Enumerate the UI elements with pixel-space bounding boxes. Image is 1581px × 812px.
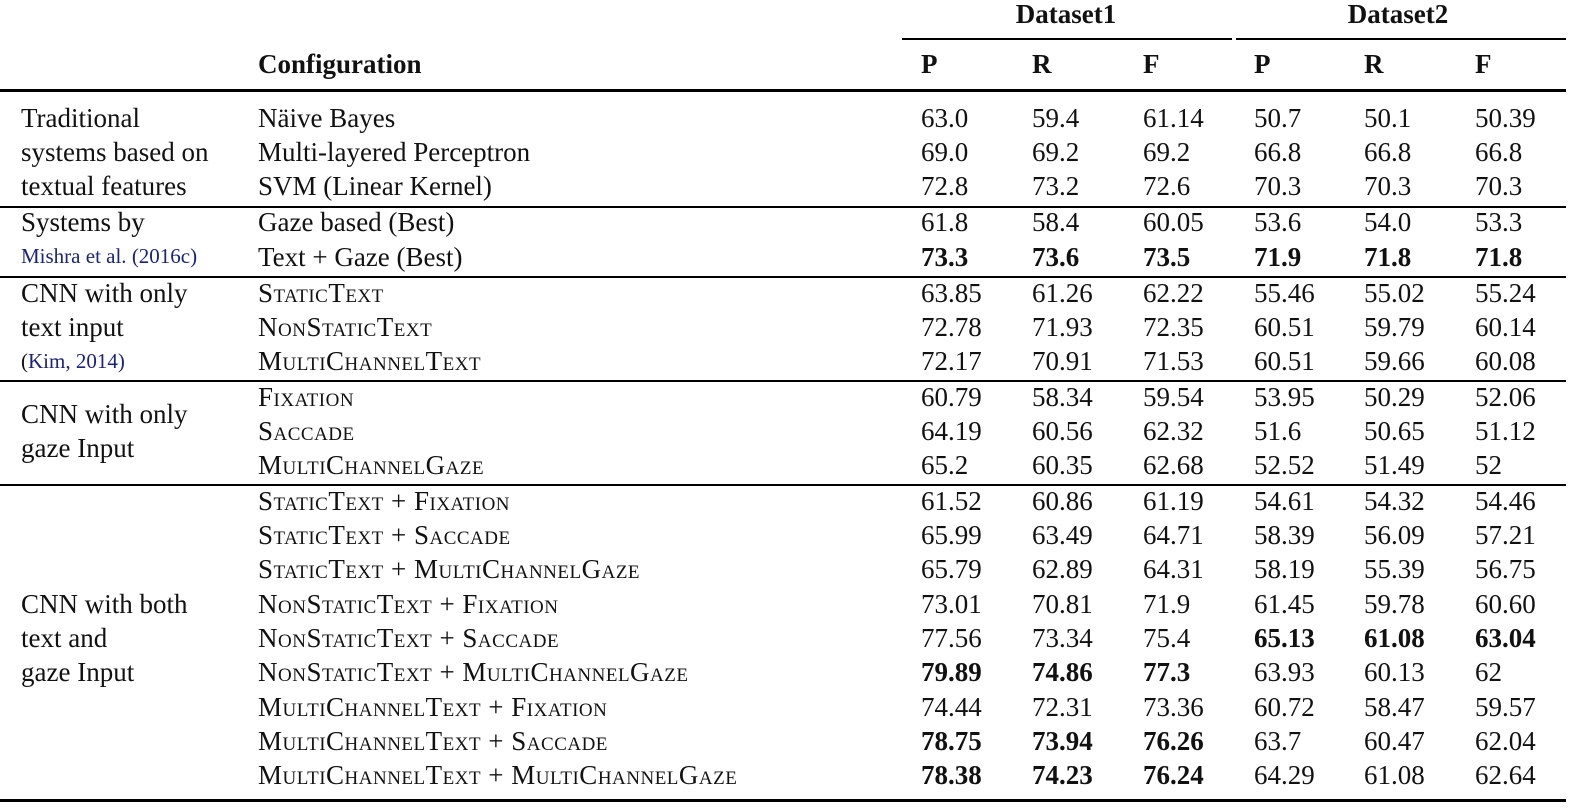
value-cell: 72.17 <box>921 346 982 376</box>
configuration-cell: NonStaticText + MultiChannelGaze <box>258 657 689 687</box>
metric-header: F <box>1143 49 1160 79</box>
value-cell: 71.8 <box>1364 242 1412 272</box>
value-cell: 50.29 <box>1364 382 1425 412</box>
value-cell: 60.05 <box>1143 207 1204 237</box>
value-cell: 64.19 <box>921 416 982 446</box>
group-label-line: Traditional <box>21 103 141 133</box>
value-cell: 69.0 <box>921 137 969 167</box>
value-cell: 72.78 <box>921 312 982 342</box>
value-cell: 60.14 <box>1475 312 1536 342</box>
value-cell: 66.8 <box>1364 137 1412 167</box>
dataset1-rule <box>902 38 1232 40</box>
value-cell: 58.4 <box>1032 207 1080 237</box>
value-cell: 62 <box>1475 657 1502 687</box>
value-cell: 63.7 <box>1254 726 1302 756</box>
table-row <box>0 655 1566 690</box>
group-label-line: CNN with only <box>21 399 188 429</box>
value-cell: 61.08 <box>1364 760 1425 790</box>
value-cell: 76.24 <box>1143 760 1204 790</box>
value-cell: 61.14 <box>1143 103 1204 133</box>
table-row <box>0 240 1566 275</box>
value-cell: 59.79 <box>1364 312 1425 342</box>
value-cell: 51.49 <box>1364 450 1425 480</box>
value-cell: 71.9 <box>1143 589 1191 619</box>
table-row <box>0 552 1566 587</box>
group-label-line: text input <box>21 312 124 342</box>
value-cell: 60.13 <box>1364 657 1425 687</box>
dataset2-header: Dataset2 <box>1347 0 1449 29</box>
value-cell: 60.47 <box>1364 726 1425 756</box>
table-row <box>0 135 1566 170</box>
value-cell: 71.9 <box>1254 242 1302 272</box>
metric-header: R <box>1364 49 1384 79</box>
configuration-cell: Text + Gaze (Best) <box>258 242 463 272</box>
value-cell: 64.71 <box>1143 520 1204 550</box>
value-cell: 63.93 <box>1254 657 1315 687</box>
value-cell: 71.93 <box>1032 312 1093 342</box>
table-row <box>0 587 1566 622</box>
value-cell: 52 <box>1475 450 1502 480</box>
value-cell: 62.32 <box>1143 416 1204 446</box>
value-cell: 57.21 <box>1475 520 1536 550</box>
value-cell: 62.89 <box>1032 554 1093 584</box>
value-cell: 65.99 <box>921 520 982 550</box>
configuration-cell: Multi-layered Perceptron <box>258 137 531 167</box>
value-cell: 52.06 <box>1475 382 1536 412</box>
value-cell: 61.52 <box>921 486 982 516</box>
value-cell: 51.6 <box>1254 416 1302 446</box>
configuration-header: Configuration <box>258 49 422 79</box>
value-cell: 62.64 <box>1475 760 1536 790</box>
value-cell: 55.39 <box>1364 554 1425 584</box>
value-cell: 61.08 <box>1364 623 1425 653</box>
table-row <box>0 484 1566 519</box>
metric-header: P <box>1254 49 1271 79</box>
value-cell: 63.0 <box>921 103 969 133</box>
metric-header: R <box>1032 49 1052 79</box>
configuration-cell: MultiChannelText <box>258 346 482 376</box>
group-label-line: textual features <box>21 171 187 201</box>
value-cell: 60.56 <box>1032 416 1093 446</box>
configuration-cell: MultiChannelText + Saccade <box>258 726 608 756</box>
value-cell: 62.22 <box>1143 278 1204 308</box>
table-row <box>0 758 1566 793</box>
value-cell: 59.78 <box>1364 589 1425 619</box>
value-cell: 60.86 <box>1032 486 1093 516</box>
table-row <box>0 414 1566 449</box>
value-cell: 55.46 <box>1254 278 1315 308</box>
configuration-cell: NonStaticText + Saccade <box>258 623 560 653</box>
value-cell: 61.26 <box>1032 278 1093 308</box>
value-cell: 70.81 <box>1032 589 1093 619</box>
group-label-line: CNN with only <box>21 278 188 308</box>
value-cell: 60.60 <box>1475 589 1536 619</box>
value-cell: 70.3 <box>1254 171 1302 201</box>
citation-link[interactable]: Mishra et al. <box>21 244 127 268</box>
value-cell: 63.49 <box>1032 520 1093 550</box>
value-cell: 54.0 <box>1364 207 1412 237</box>
table-row <box>0 690 1566 725</box>
value-cell: 60.79 <box>921 382 982 412</box>
configuration-cell: Gaze based (Best) <box>258 207 455 237</box>
group-label-line: CNN with both <box>21 589 188 619</box>
table-row <box>0 448 1566 483</box>
value-cell: 76.26 <box>1143 726 1204 756</box>
value-cell: 73.6 <box>1032 242 1080 272</box>
dataset2-rule <box>1236 38 1566 40</box>
configuration-cell: StaticText <box>258 278 384 308</box>
value-cell: 60.72 <box>1254 692 1315 722</box>
value-cell: 58.19 <box>1254 554 1315 584</box>
value-cell: 70.3 <box>1475 171 1523 201</box>
value-cell: 60.35 <box>1032 450 1093 480</box>
value-cell: 74.86 <box>1032 657 1093 687</box>
value-cell: 53.6 <box>1254 207 1302 237</box>
value-cell: 53.3 <box>1475 207 1523 237</box>
value-cell: 66.8 <box>1475 137 1523 167</box>
value-cell: 71.8 <box>1475 242 1523 272</box>
value-cell: 78.38 <box>921 760 982 790</box>
value-cell: 73.94 <box>1032 726 1093 756</box>
value-cell: 79.89 <box>921 657 982 687</box>
table-row <box>0 205 1566 240</box>
value-cell: 50.39 <box>1475 103 1536 133</box>
value-cell: 71.53 <box>1143 346 1204 376</box>
value-cell: 73.5 <box>1143 242 1191 272</box>
value-cell: 63.04 <box>1475 623 1536 653</box>
value-cell: 50.7 <box>1254 103 1302 133</box>
value-cell: 66.8 <box>1254 137 1302 167</box>
value-cell: 75.4 <box>1143 623 1191 653</box>
value-cell: 73.34 <box>1032 623 1093 653</box>
group-label-line: systems based on <box>21 137 209 167</box>
table-row <box>0 310 1566 345</box>
configuration-cell: StaticText + Fixation <box>258 486 511 516</box>
value-cell: 77.56 <box>921 623 982 653</box>
value-cell: 53.95 <box>1254 382 1315 412</box>
group-label-line: text and <box>21 623 108 653</box>
value-cell: 74.23 <box>1032 760 1093 790</box>
value-cell: 78.75 <box>921 726 982 756</box>
value-cell: 73.36 <box>1143 692 1204 722</box>
value-cell: 58.34 <box>1032 382 1093 412</box>
value-cell: 72.8 <box>921 171 969 201</box>
metric-header: P <box>921 49 938 79</box>
citation-year[interactable]: , 2014) <box>65 349 125 373</box>
group-label-line: gaze Input <box>21 657 135 687</box>
configuration-cell: NonStaticText <box>258 312 433 342</box>
value-cell: 60.51 <box>1254 346 1315 376</box>
value-cell: 56.09 <box>1364 520 1425 550</box>
value-cell: 61.19 <box>1143 486 1204 516</box>
value-cell: 54.61 <box>1254 486 1315 516</box>
configuration-cell: MultiChannelText + MultiChannelGaze <box>258 760 738 790</box>
value-cell: 51.12 <box>1475 416 1536 446</box>
value-cell: 62.04 <box>1475 726 1536 756</box>
value-cell: 54.46 <box>1475 486 1536 516</box>
value-cell: 55.24 <box>1475 278 1536 308</box>
table-row <box>0 276 1566 311</box>
value-cell: 61.8 <box>921 207 969 237</box>
value-cell: 64.31 <box>1143 554 1204 584</box>
table-row <box>0 380 1566 415</box>
configuration-cell: Saccade <box>258 416 355 446</box>
value-cell: 62.68 <box>1143 450 1204 480</box>
value-cell: 52.52 <box>1254 450 1315 480</box>
table-row <box>0 621 1566 656</box>
group-label-line: gaze Input <box>21 433 135 463</box>
configuration-cell: MultiChannelGaze <box>258 450 485 480</box>
header-rule <box>0 89 1566 92</box>
value-cell: 58.39 <box>1254 520 1315 550</box>
value-cell: 74.44 <box>921 692 982 722</box>
value-cell: 59.4 <box>1032 103 1080 133</box>
metric-header: F <box>1475 49 1492 79</box>
table-row <box>0 344 1566 379</box>
value-cell: 65.13 <box>1254 623 1315 653</box>
value-cell: 61.45 <box>1254 589 1315 619</box>
configuration-cell: SVM (Linear Kernel) <box>258 171 492 201</box>
value-cell: 64.29 <box>1254 760 1315 790</box>
configuration-cell: Näive Bayes <box>258 103 396 133</box>
value-cell: 73.2 <box>1032 171 1080 201</box>
bottom-rule <box>0 799 1566 802</box>
value-cell: 77.3 <box>1143 657 1191 687</box>
value-cell: 65.2 <box>921 450 969 480</box>
value-cell: 65.79 <box>921 554 982 584</box>
value-cell: 73.01 <box>921 589 982 619</box>
value-cell: 54.32 <box>1364 486 1425 516</box>
table-row <box>0 169 1566 204</box>
table-row <box>0 724 1566 759</box>
value-cell: 59.54 <box>1143 382 1204 412</box>
table-row <box>0 518 1566 553</box>
value-cell: 59.66 <box>1364 346 1425 376</box>
value-cell: 50.1 <box>1364 103 1412 133</box>
value-cell: 50.65 <box>1364 416 1425 446</box>
value-cell: 69.2 <box>1143 137 1191 167</box>
value-cell: 69.2 <box>1032 137 1080 167</box>
table-row <box>0 101 1566 136</box>
configuration-cell: StaticText + Saccade <box>258 520 511 550</box>
value-cell: 59.57 <box>1475 692 1536 722</box>
value-cell: 70.91 <box>1032 346 1093 376</box>
value-cell: 72.31 <box>1032 692 1093 722</box>
value-cell: 60.51 <box>1254 312 1315 342</box>
citation-paren: ( <box>21 349 28 373</box>
configuration-cell: Fixation <box>258 382 355 412</box>
value-cell: 70.3 <box>1364 171 1412 201</box>
group-label-line: Systems by <box>21 207 145 237</box>
configuration-cell: StaticText + MultiChannelGaze <box>258 554 641 584</box>
value-cell: 58.47 <box>1364 692 1425 722</box>
citation-link[interactable]: Kim <box>28 349 66 373</box>
value-cell: 72.6 <box>1143 171 1191 201</box>
value-cell: 60.08 <box>1475 346 1536 376</box>
citation-year[interactable]: (2016c) <box>126 244 198 268</box>
value-cell: 63.85 <box>921 278 982 308</box>
value-cell: 55.02 <box>1364 278 1425 308</box>
value-cell: 73.3 <box>921 242 969 272</box>
configuration-cell: NonStaticText + Fixation <box>258 589 559 619</box>
configuration-cell: MultiChannelText + Fixation <box>258 692 608 722</box>
dataset1-header: Dataset1 <box>1015 0 1117 29</box>
value-cell: 56.75 <box>1475 554 1536 584</box>
value-cell: 72.35 <box>1143 312 1204 342</box>
